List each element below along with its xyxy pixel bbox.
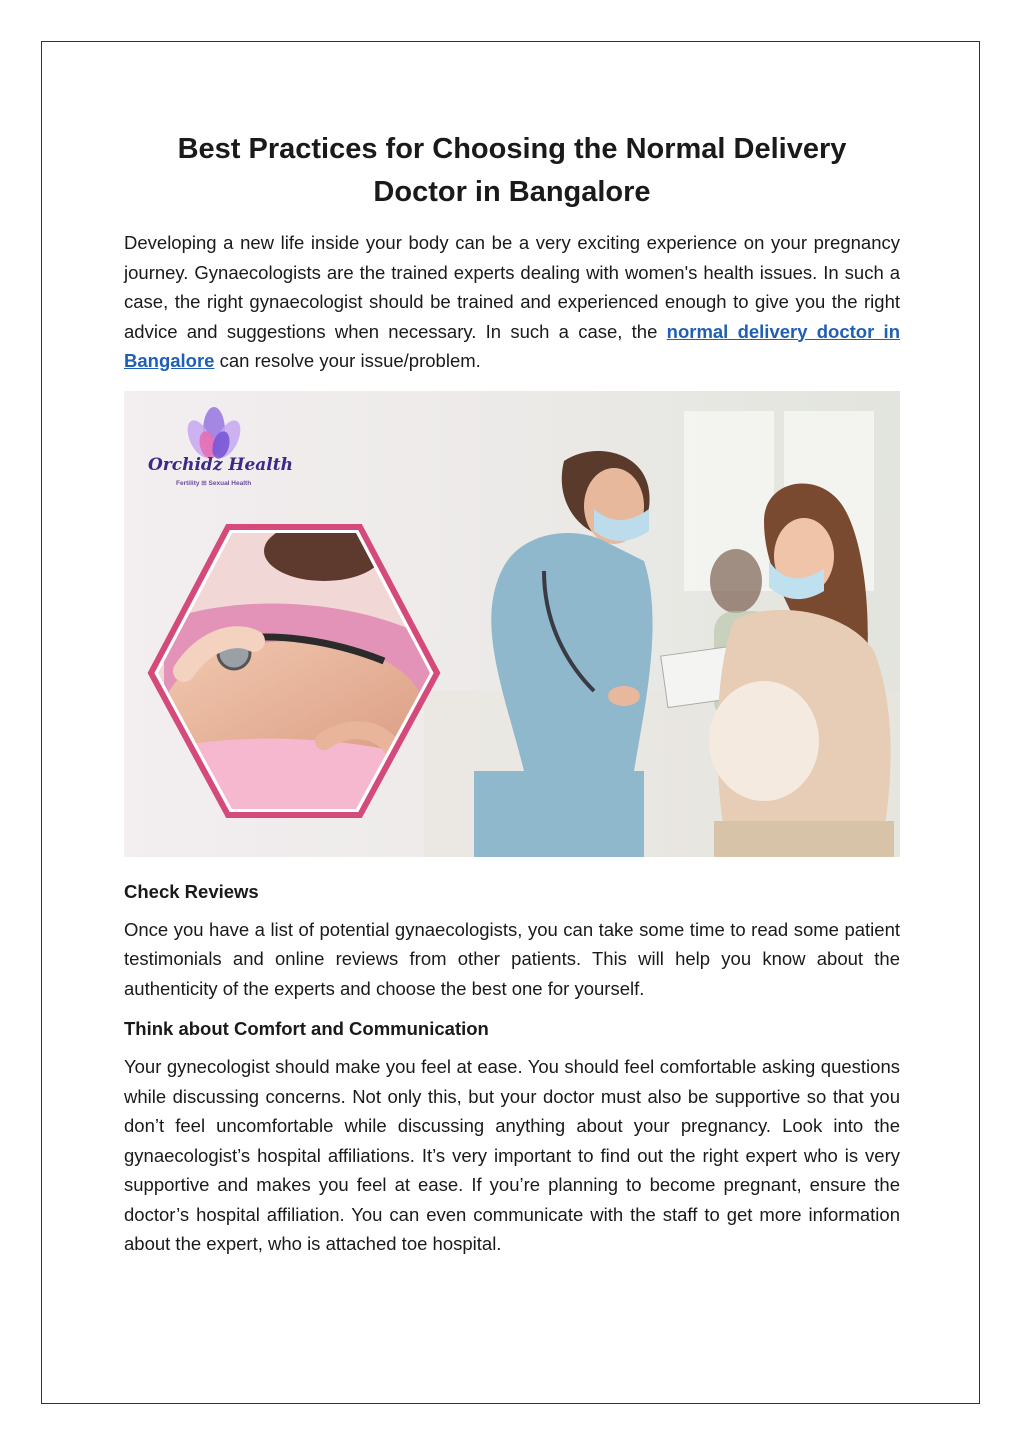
document-content <box>124 128 900 1259</box>
page-title <box>124 128 900 214</box>
section-heading-comfort: Think about Comfort and Communication <box>124 1018 489 1039</box>
title-line-2: Doctor in Bangalore <box>373 176 651 208</box>
normal-delivery-doctor-link[interactable]: normal delivery doctor in Bangalore <box>124 320 901 371</box>
hero-image <box>124 391 900 857</box>
section-text-comfort: Your gynecologist should make you feel at ease. You should feel comfortable asking questions while discussing concerns. Not only this, but your doctor must also be supportive so that you don’t feel uncomfortable while discussing anything about your pregnancy. Look into the gynaecologist’s hospital affiliations. It’s very important to find out the right expert who is very supportive and makes you feel at ease. If you’re planning to become pregnant, ensure the doctor’s hospital affiliation. You can even communicate with the staff to get more information about the expert, who is attached toe hospital. <box>124 1056 900 1254</box>
intro-text: Developing a new life inside your body can be a very exciting experience on your pregnancy journey. Gynaecologists are the trained experts dealing with women's health issues. In such a case, the right gynaecologist should be trained and experienced enough to give you the right advice and suggestions when necessary. In such a case, the <box>124 232 900 342</box>
title-line-1: Best Practices for Choosing the Normal Delivery <box>177 133 847 165</box>
section-text-check-reviews: Once you have a list of potential gynaecologists, you can take some time to read some patient testimonials and online reviews from other patients. This will help you know about the authenticity of the experts and choose the best one for yourself. <box>124 918 900 999</box>
intro-text-end: can resolve your issue/problem. <box>214 350 481 371</box>
intro-paragraph <box>124 228 900 376</box>
logo-name: Orchidz Health <box>148 454 293 475</box>
logo-tagline: Fertility ⊞ Sexual Health <box>176 479 252 487</box>
section-heading-check-reviews: Check Reviews <box>124 880 259 902</box>
